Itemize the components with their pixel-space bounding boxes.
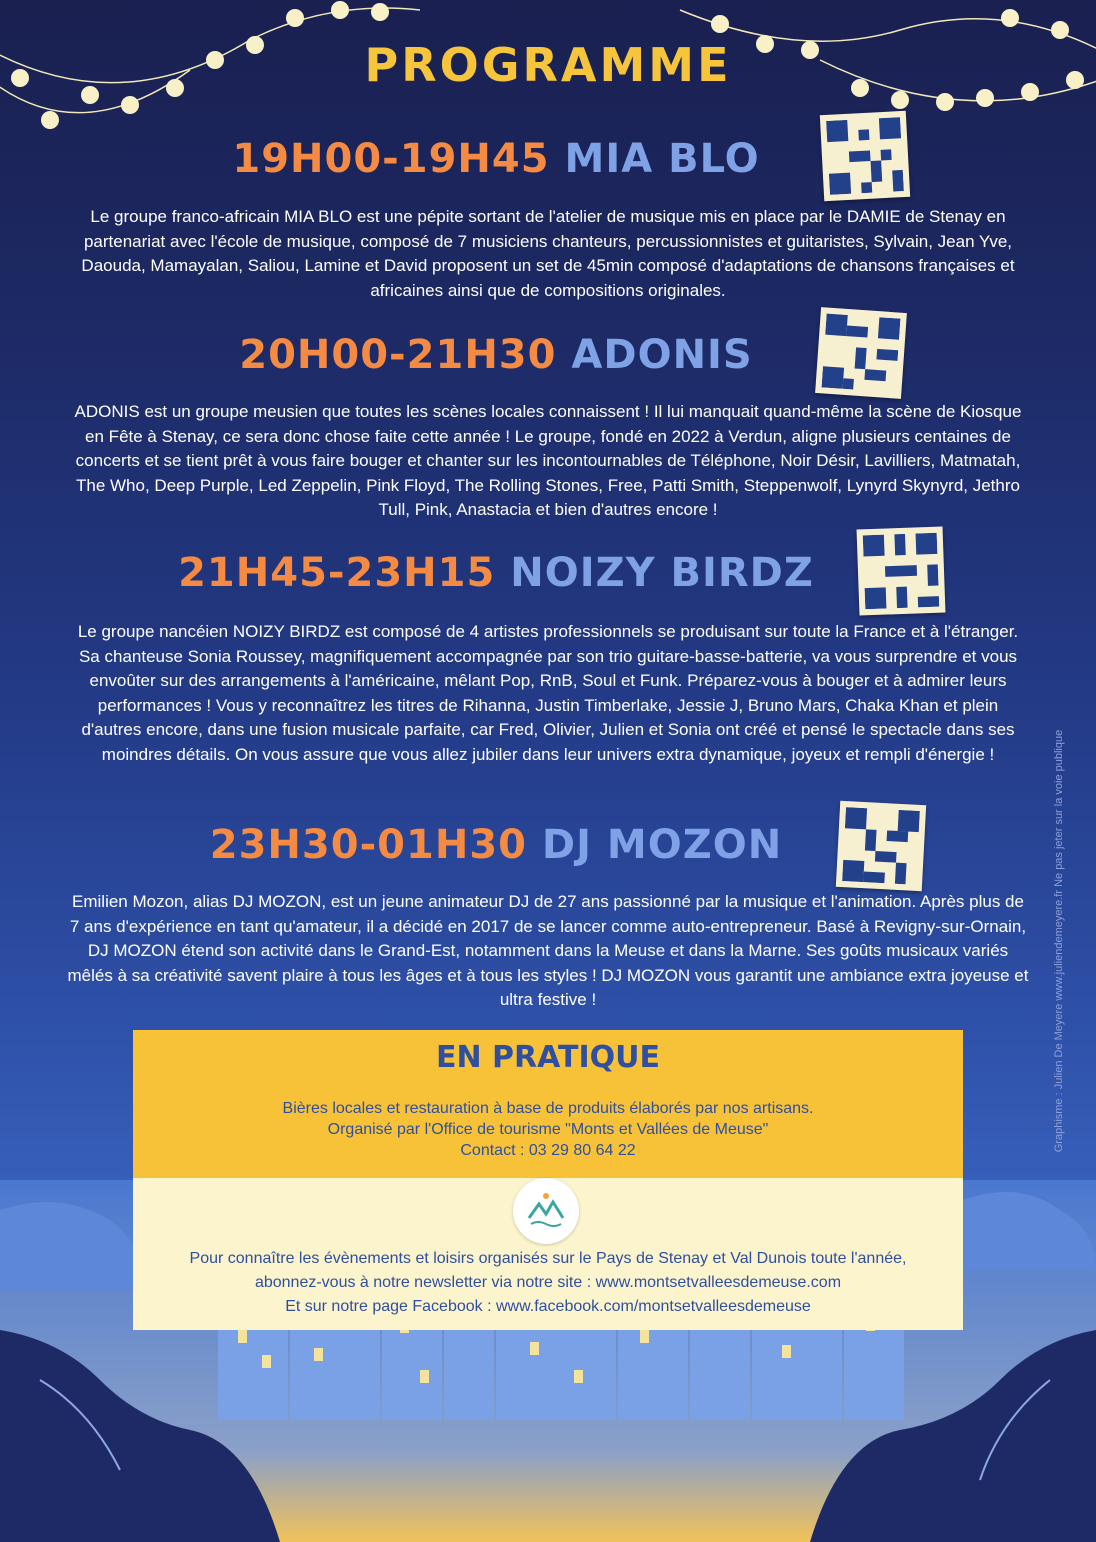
pratique-line: Bières locales et restauration à base de produits élaborés par nos artisans. (282, 1100, 814, 1117)
act-time: 23H30-01H30 (209, 822, 527, 868)
act-description: Le groupe franco-africain MIA BLO est une pépite sortant de l'atelier de musique mis en place par le DAMIE de Stenay en partenariat avec l'école de musique, composé de 7 musiciens chanteurs, percussionnistes et guitaristes, Sylvain, Jean Yve, Daouda, Mamayalan, Saliou, Lamine et David proposent un set de 45min composé d'adaptations de chansons françaises et africaines ainsi que de compositions originales. (81, 207, 1015, 300)
act-name: ADONIS (571, 332, 753, 378)
pratique-title: EN PRATIQUE (435, 1040, 660, 1075)
pratique-contact: Contact : 03 29 80 64 22 (460, 1142, 636, 1159)
qr-code-icon[interactable] (857, 527, 946, 616)
tourism-office-logo-icon (513, 1178, 579, 1244)
info-line: Pour connaître les évènements et loisirs organisés sur le Pays de Stenay et Val Dunois toute l'année, (189, 1250, 907, 1267)
act-description: ADONIS est un groupe meusien que toutes les scènes locales connaissent ! Il lui manquait quand-même la scène de Kiosque en Fête à Stenay, ce sera donc chose faite cette année ! Le groupe, fondé en 2022 à Verdun, aligne plusieurs centaines de concerts et se tient prêt à vous faire bouger et chanter sur les incontournables de Téléphone, Noir Désir, Lavilliers, Matmatah, The Who, Deep Purple, Led Zeppelin, Pink Floyd, The Rolling Stones, Free, Patti Smith, Steppenwolf, Lynyrd Skynyrd, Jethro Tull, Pink, Anastacia et bien d'autres encore ! (74, 402, 1022, 519)
act-name: MIA BLO (564, 136, 760, 182)
act-name: DJ MOZON (541, 822, 783, 868)
page-title: PROGRAMME (364, 38, 732, 92)
credit-text: Graphisme : Julien De Meyere www.juliendemeyere.fr Ne pas jeter sur la voie publique (1053, 729, 1065, 1153)
info-line: abonnez-vous à notre newsletter via notre site : www.montsetvalleesdemeuse.com (254, 1274, 842, 1291)
qr-code-icon[interactable] (815, 307, 907, 399)
qr-code-icon[interactable] (836, 801, 926, 891)
credit-note (1044, 700, 1074, 1200)
act-description: Le groupe nancéien NOIZY BIRDZ est composé de 4 artistes professionnels se produisant sur toute la France et à l'étranger. Sa chanteuse Sonia Roussey, magnifiquement accompagnée par son trio guitare-basse-batterie, va vous surprendre et vous envoûter sur des arrangements à l'américaine, mêlant Pop, RnB, Soul et Funk. Préparez-vous à bouger et à admirer leurs performances ! Vous y reconnaîtrez les titres de Rihanna, Justin Timberlake, Jessie J, Bruno Mars, Chaka Khan et plein d'autres encore, dans une fusion musicale parfaite, car Fred, Olivier, Julien et Sonia ont créé et pensé le spectacle dans ses moindres détails. On vous assure que vous allez jubiler dans leur univers extra dynamique, joyeux et rempli d'énergie ! (77, 622, 1019, 764)
act-time: 20H00-21H30 (239, 332, 557, 378)
qr-code-icon[interactable] (820, 111, 910, 201)
act-description: Emilien Mozon, alias DJ MOZON, est un jeune animateur DJ de 27 ans passionné par la musique et l'animation. Après plus de 7 ans d'expérience en tant qu'amateur, il a décidé en 2017 de se lancer comme auto-entrepreneur. Basé à Revigny-sur-Ornain, DJ MOZON étend son activité dans le Grand-Est, notamment dans la Meuse et dans la Marne. Ses goûts musicaux variés mêlés à sa créativité savent plaire à tous les âges et à tous les styles ! DJ MOZON vous garantit une ambiance extra joyeuse et ultra festive ! (67, 892, 1029, 1009)
act-time: 21H45-23H15 (178, 550, 496, 596)
act-time: 19H00-19H45 (232, 136, 550, 182)
act-name: NOIZY BIRDZ (510, 550, 814, 596)
pratique-line: Organisé par l'Office de tourisme "Monts et Vallées de Meuse" (327, 1121, 769, 1138)
info-line: Et sur notre page Facebook : www.facebook.com/montsetvalleesdemeuse (285, 1298, 811, 1315)
